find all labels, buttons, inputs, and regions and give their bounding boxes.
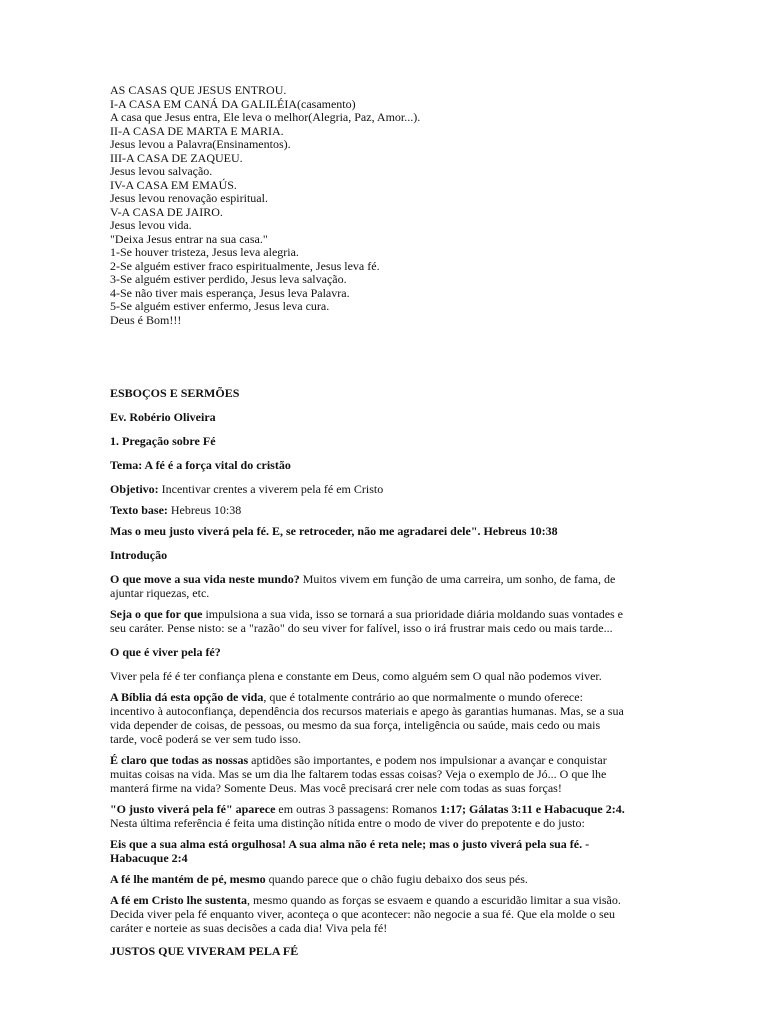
casas-line: 2-Se alguém estiver fraco espiritualmente, Jesus leva fé. [110,258,380,273]
casas-line: V-A CASA DE JAIRO. [110,204,223,219]
paragraph-p7: Eis que a sua alma está orgulhosa! A sua alma não é reta nele; mas o justo viverá pela sua fé. - Habacuque 2:4 [110,837,590,865]
casas-line: I-A CASA EM CANÁ DA GALILÉIA(casamento) [110,96,356,111]
paragraph-p2 [110,607,630,635]
p6-text-a: em outras 3 passagens: Romanos [275,802,441,816]
sermon-introducao: Introdução [110,548,168,562]
casas-line: IV-A CASA EM EMAÚS. [110,177,237,192]
sermon-section [110,386,630,958]
sermon-tema: Tema: A fé é a força vital do cristão [110,458,291,472]
sermon-subheading: O que é viver pela fé? [110,645,221,659]
p6-text-b: Nesta última referência é feita uma distinção nítida entre o modo de viver do prepotente e do justo: [110,816,585,830]
p8-text: quando parece que o chão fugiu debaixo dos seus pés. [265,872,528,886]
p1-text: Muitos vivem em função de uma carreira, um sonho, de fama, de ajuntar riquezas, etc. [110,572,616,600]
casas-line: 1-Se houver tristeza, Jesus leva alegria. [110,245,299,259]
p4-bold: A Bíblia dá esta opção de vida [110,690,264,704]
casas-line: 3-Se alguém estiver perdido, Jesus leva salvação. [110,272,347,286]
sermon-author: Ev. Robério Oliveira [110,410,216,424]
paragraph-p9 [110,893,630,935]
p9-bold: A fé em Cristo lhe sustenta [110,893,247,907]
sermon-objetivo [110,482,630,496]
p1-bold: O que move a sua vida neste mundo? [110,572,300,586]
paragraph-p5 [110,753,630,795]
paragraph-p8 [110,872,630,886]
p8-bold: A fé lhe mantém de pé, mesmo [110,872,266,886]
casas-line: 4-Se não tiver mais esperança, Jesus leva Palavra. [110,285,350,300]
casas-line: Jesus levou a Palavra(Ensinamentos). [110,137,291,151]
casas-section [110,84,670,327]
paragraph-p3: Viver pela fé é ter confiança plena e constante em Deus, como alguém sem O qual não podemos viver. [110,669,602,683]
paragraph-p6 [110,802,630,830]
texto-base-label: Texto base: [110,503,168,517]
p5-text: aptidões são importantes, e podem nos impulsionar a avançar e conquistar muitas coisas na vida. Mas se um dia lhe faltarem todas essas coisas? Veja o exemplo de Jó... O que lhe manterá firme na vida? Somente Deus. Mas você precisará crer nele com todas as suas forças! [110,753,607,795]
p5-bold: É claro que todas as nossas [110,753,249,767]
sermon-verse: Mas o meu justo viverá pela fé. E, se retroceder, não me agradarei dele". Hebreus 10:38 [110,524,558,538]
p2-text: impulsiona a sua vida, isso se tornará a sua prioridade diária moldando suas vontades e seu caráter. Pense nisto: se a "razão" do seu viver for falível, isso o irá frustrar mais cedo ou mais tarde... [110,607,624,635]
casas-title: AS CASAS QUE JESUS ENTROU. [110,83,287,97]
casas-closing: Deus é Bom!!! [110,312,182,327]
p4-text: , que é totalmente contrário ao que normalmente o mundo oferece: incentivo à autoconfiança, dependência dos recursos materiais e apego às garantias humanas. Mas, se a sua vida depender de coisas, de pessoas, ou mesmo da sua força, inteligência ou saúde, mais cedo ou mais tarde, você poderá se ver sem tudo isso. [110,690,624,746]
p2-bold: Seja o que for que [110,607,203,621]
paragraph-p4 [110,690,630,746]
objetivo-label: Objetivo: [110,482,159,496]
casas-line: Jesus levou vida. [110,218,192,232]
casas-line: II-A CASA DE MARTA E MARIA. [110,123,284,138]
casas-line: 5-Se alguém estiver enfermo, Jesus leva cura. [110,299,330,313]
texto-base-text: Hebreus 10:38 [167,503,242,517]
casas-line: A casa que Jesus entra, Ele leva o melhor(Alegria, Paz, Amor...). [110,110,421,124]
objetivo-text: Incentivar crentes a viverem pela fé em Cristo [158,482,384,496]
p6-bold-a: "O justo viverá pela fé" aparece [110,802,276,816]
casas-line: "Deixa Jesus entrar na sua casa." [110,231,268,246]
p9-text: , mesmo quando as forças se esvaem e quando a escuridão limitar a sua visão. Decida viver pela fé enquanto viver, aconteça o que acontecer: não negocie a sua fé. Que ela molde o seu caráter e norteie as suas decisões a cada dia! Viva pela fé! [110,893,621,935]
casas-line: III-A CASA DE ZAQUEU. [110,150,243,165]
sermon-texto-base [110,503,630,517]
final-heading: JUSTOS QUE VIVERAM PELA FÉ [110,944,299,958]
sermon-heading: ESBOÇOS E SERMÕES [110,386,240,400]
casas-line: Jesus levou salvação. [110,164,213,178]
paragraph-p1 [110,572,630,600]
casas-line: Jesus levou renovação espiritual. [110,191,268,205]
p6-bold-b: 1:17; Gálatas 3:11 e Habacuque 2:4. [440,802,625,816]
sermon-number-title: 1. Pregação sobre Fé [110,434,216,448]
